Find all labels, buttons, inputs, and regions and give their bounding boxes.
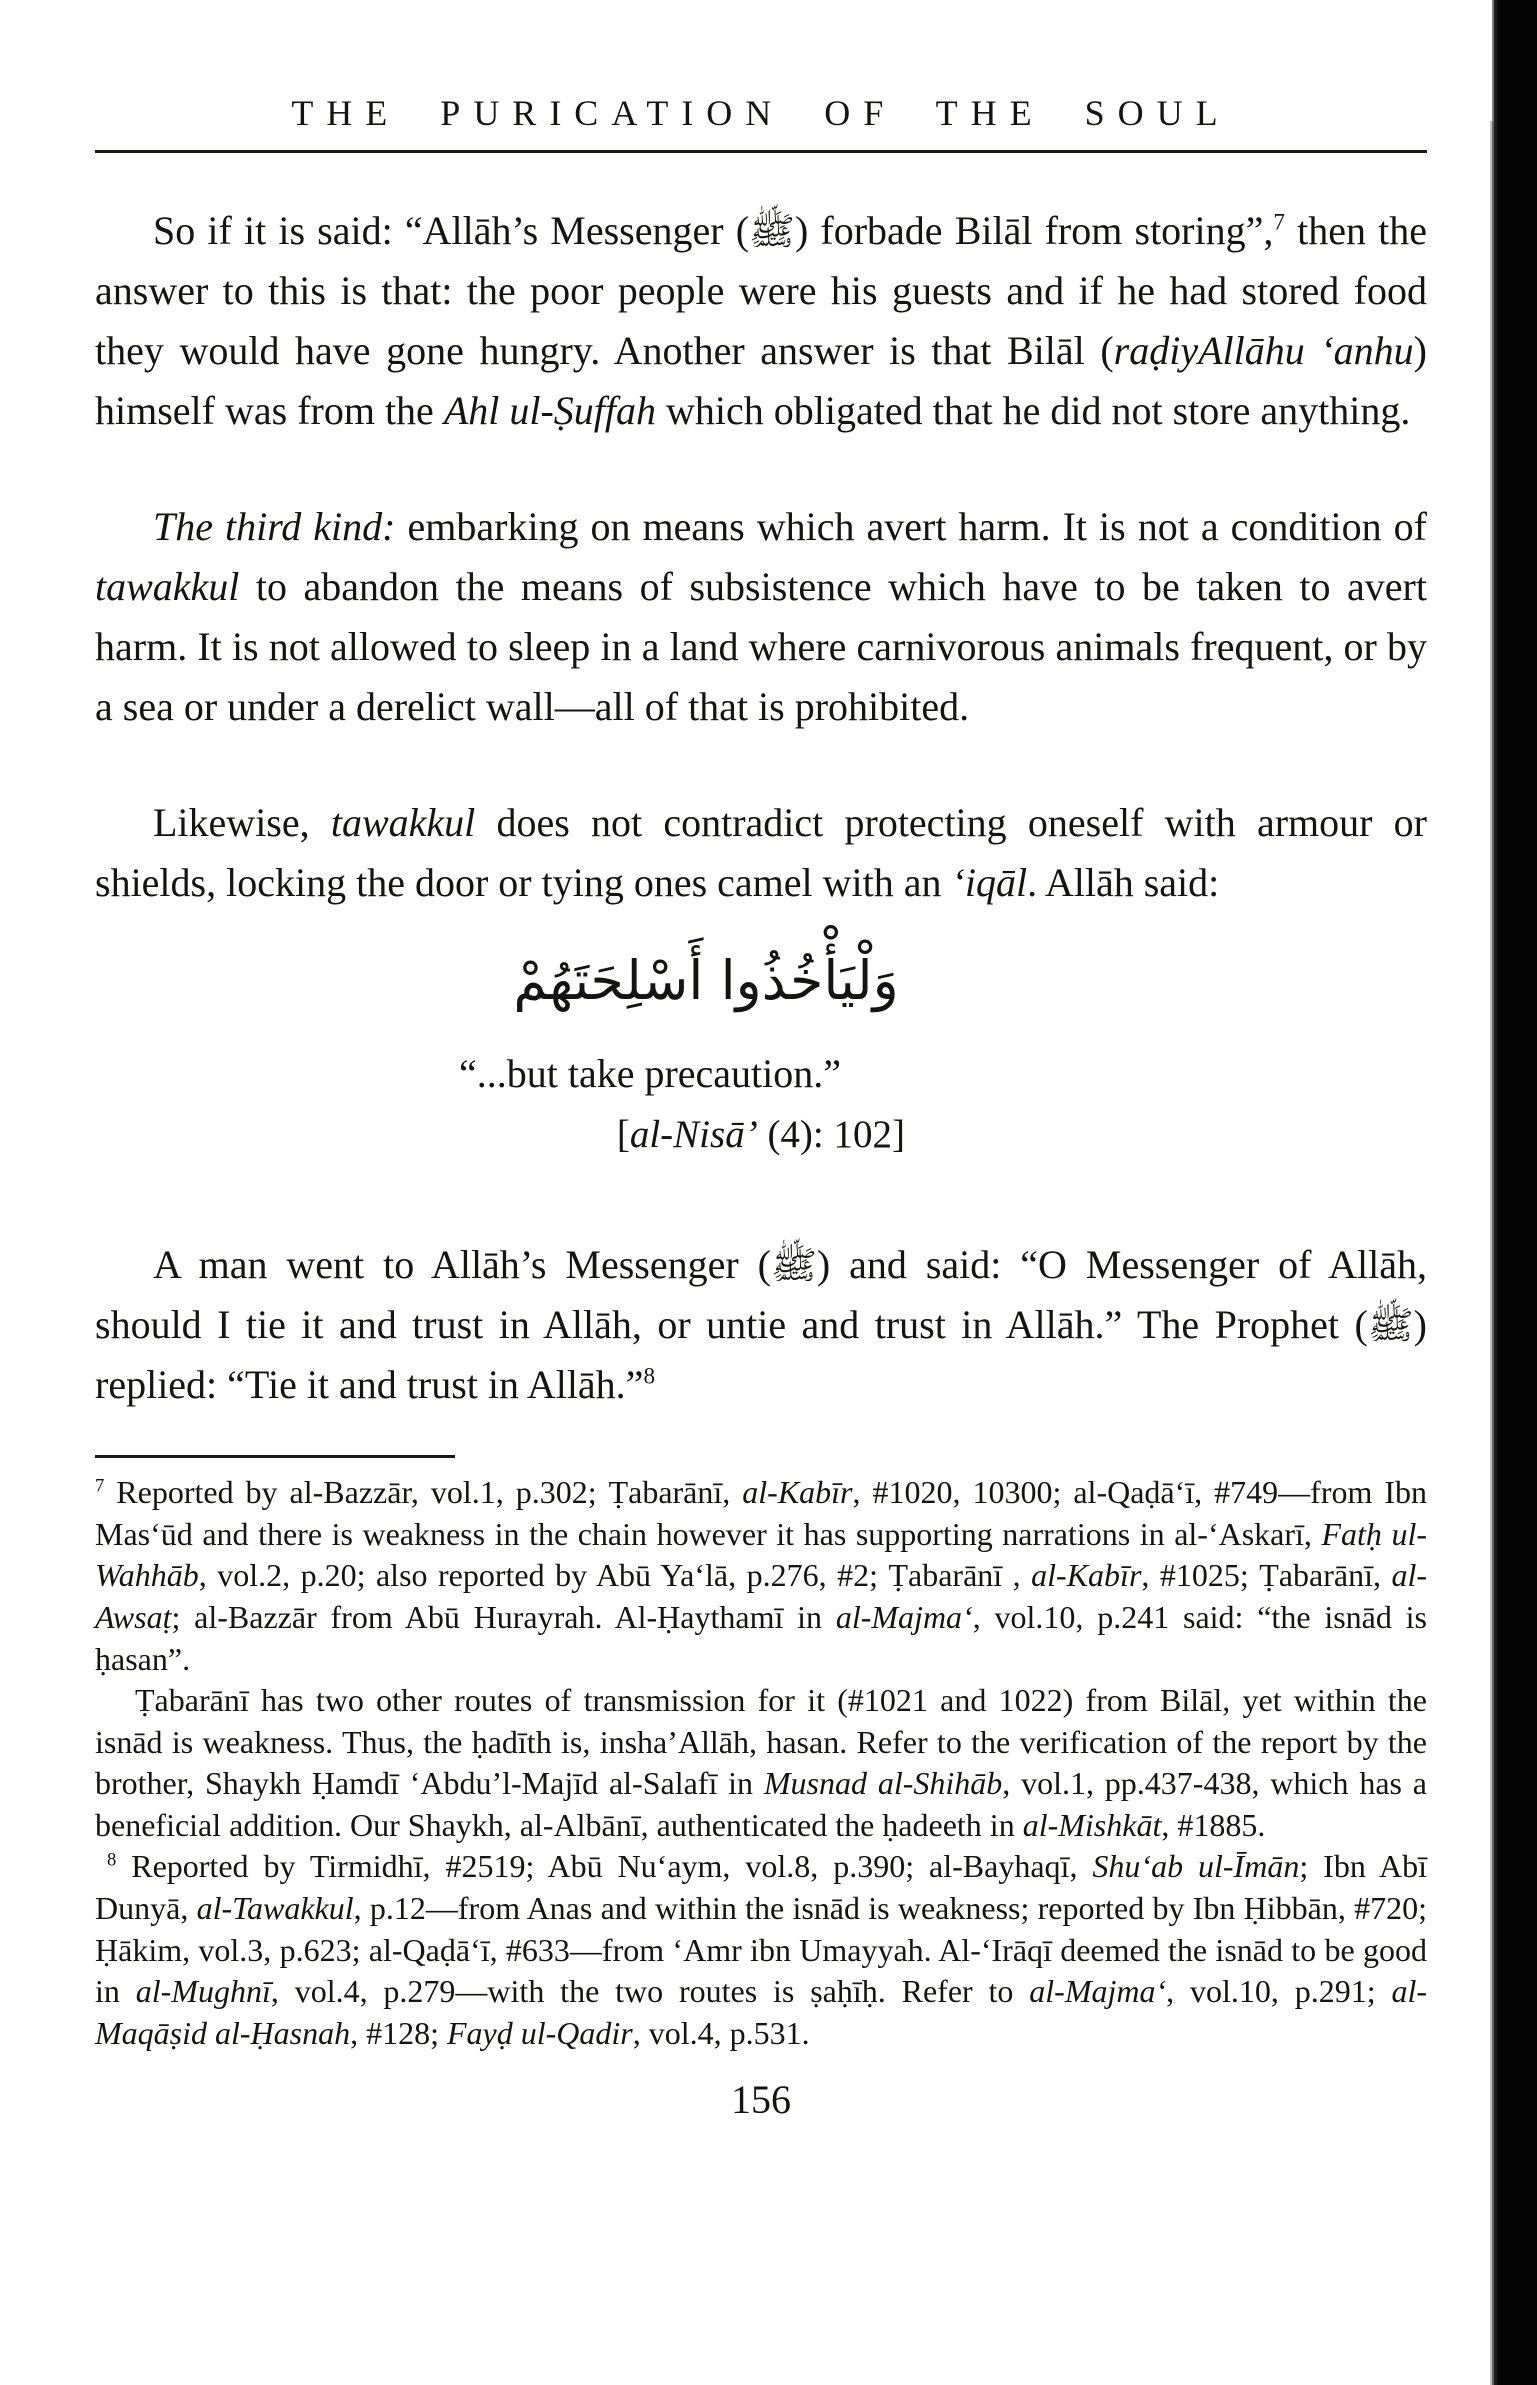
footnotes-section: [95, 1472, 1427, 2054]
page-number: 156: [731, 2077, 791, 2123]
paragraph-tie-camel: A man went to Allāh’s Messenger (ﷺ) and said: “O Messenger of Allāh, should I tie it and trust in Allāh, or untie and trust in Allāh.” The Prophet (ﷺ) replied: “Tie it and trust in Allāh.”$^8$: [95, 1242, 1427, 1408]
verse-translation: “...but take precaution.”: [458, 1050, 842, 1096]
paragraph-likewise-tawakkul: Likewise, tawakkul does not contradict protecting oneself with armour or shields, locking the door or tying ones camel with an ‘iqāl. Allāh said:: [95, 800, 1427, 905]
running-head: THE PURICATION OF THE SOUL: [291, 93, 1231, 133]
scan-edge-bar: [1494, 0, 1537, 2385]
footnote-8: $^8$ Reported by Tirmidhī, #2519; Abū Nu‘aym, vol.8, p.390; al-Bayhaqī, Shu‘ab ul-Īmān; Ibn Abī Dunyā, al-Tawakkul, p.12—from Anas and within the isnād is weakness; reported by Ibn Ḥibbān, #720; Ḥākim, vol.3, p.623; al-Qaḍā‘ī, #633—from ‘Amr ibn Umayyah. Al-‘Irāqī deemed the isnād to be good in al-Mughnī, vol.4, p.279—with the two routes is ṣaḥīḥ. Refer to al-Majma‘, vol.10, p.291; al-Maqāṣid al-Ḥasnah, #128; Fayḍ ul-Qadir, vol.4, p.531.: [95, 1848, 1428, 2051]
header-rule: [95, 150, 1427, 153]
footnote-rule: [95, 1455, 455, 1458]
footnote-7: $^7$ Reported by al-Bazzār, vol.1, p.302; Ṭabarānī, al-Kabīr, #1020, 10300; al-Qaḍā‘ī, #749—from Ibn Mas‘ūd and there is weakness in the chain however it has supporting narrations in al-‘Askarī, Fatḥ ul-Wahhāb, vol.2, p.20; also reported by Abū Ya‘lā, p.276, #2; Ṭabarānī , al-Kabīr, #1025; Ṭabarānī, al-Awsaṭ; al-Bazzār from Abū Hurayrah. Al-Ḥaythamī in al-Majma‘, vol.10, p.241 said: “the isnād is ḥasan”.: [95, 1474, 1428, 1677]
footnote-7-continued: Ṭabarānī has two other routes of transmission for it (#1021 and 1022) from Bilāl, yet within the isnād is weakness. Thus, the ḥadīth is, insha’Allāh, hasan. Refer to the verification of the report by the brother, Shaykh Ḥamdī ‘Abdu’l-Majīd al-Salafī in Musnad al-Shihāb, vol.1, pp.437-438, which has a beneficial addition. Our Shaykh, al-Albānī, authenticated the ḥadeeth in al-Mishkāt, #1885.: [95, 1682, 1427, 1843]
paragraph-third-kind: The third kind: embarking on means which avert harm. It is not a condition of tawakkul to abandon the means of subsistence which have to be taken to avert harm. It is not allowed to sleep in a land where carnivorous animals frequent, or by a sea or under a derelict wall—all of that is prohibited.: [95, 504, 1427, 729]
paragraph-bilal-storing: So if it is said: “Allāh’s Messenger (ﷺ) forbade Bilāl from storing”,$^7$ then the answer to this is that: the poor people were his guests and if he had stored food they would have gone hungry. Another answer is that Bilāl (raḍiyAllāhu ‘anhu) himself was from the Ahl ul-Ṣuffah which obligated that he did not store anything.: [95, 208, 1427, 433]
verse-citation: [al-Nisā’ (4): 102]: [616, 1112, 905, 1156]
quran-verse-arabic: وَلْيَأْخُذُوا أَسْلِحَتَهُمْ: [513, 949, 899, 1012]
